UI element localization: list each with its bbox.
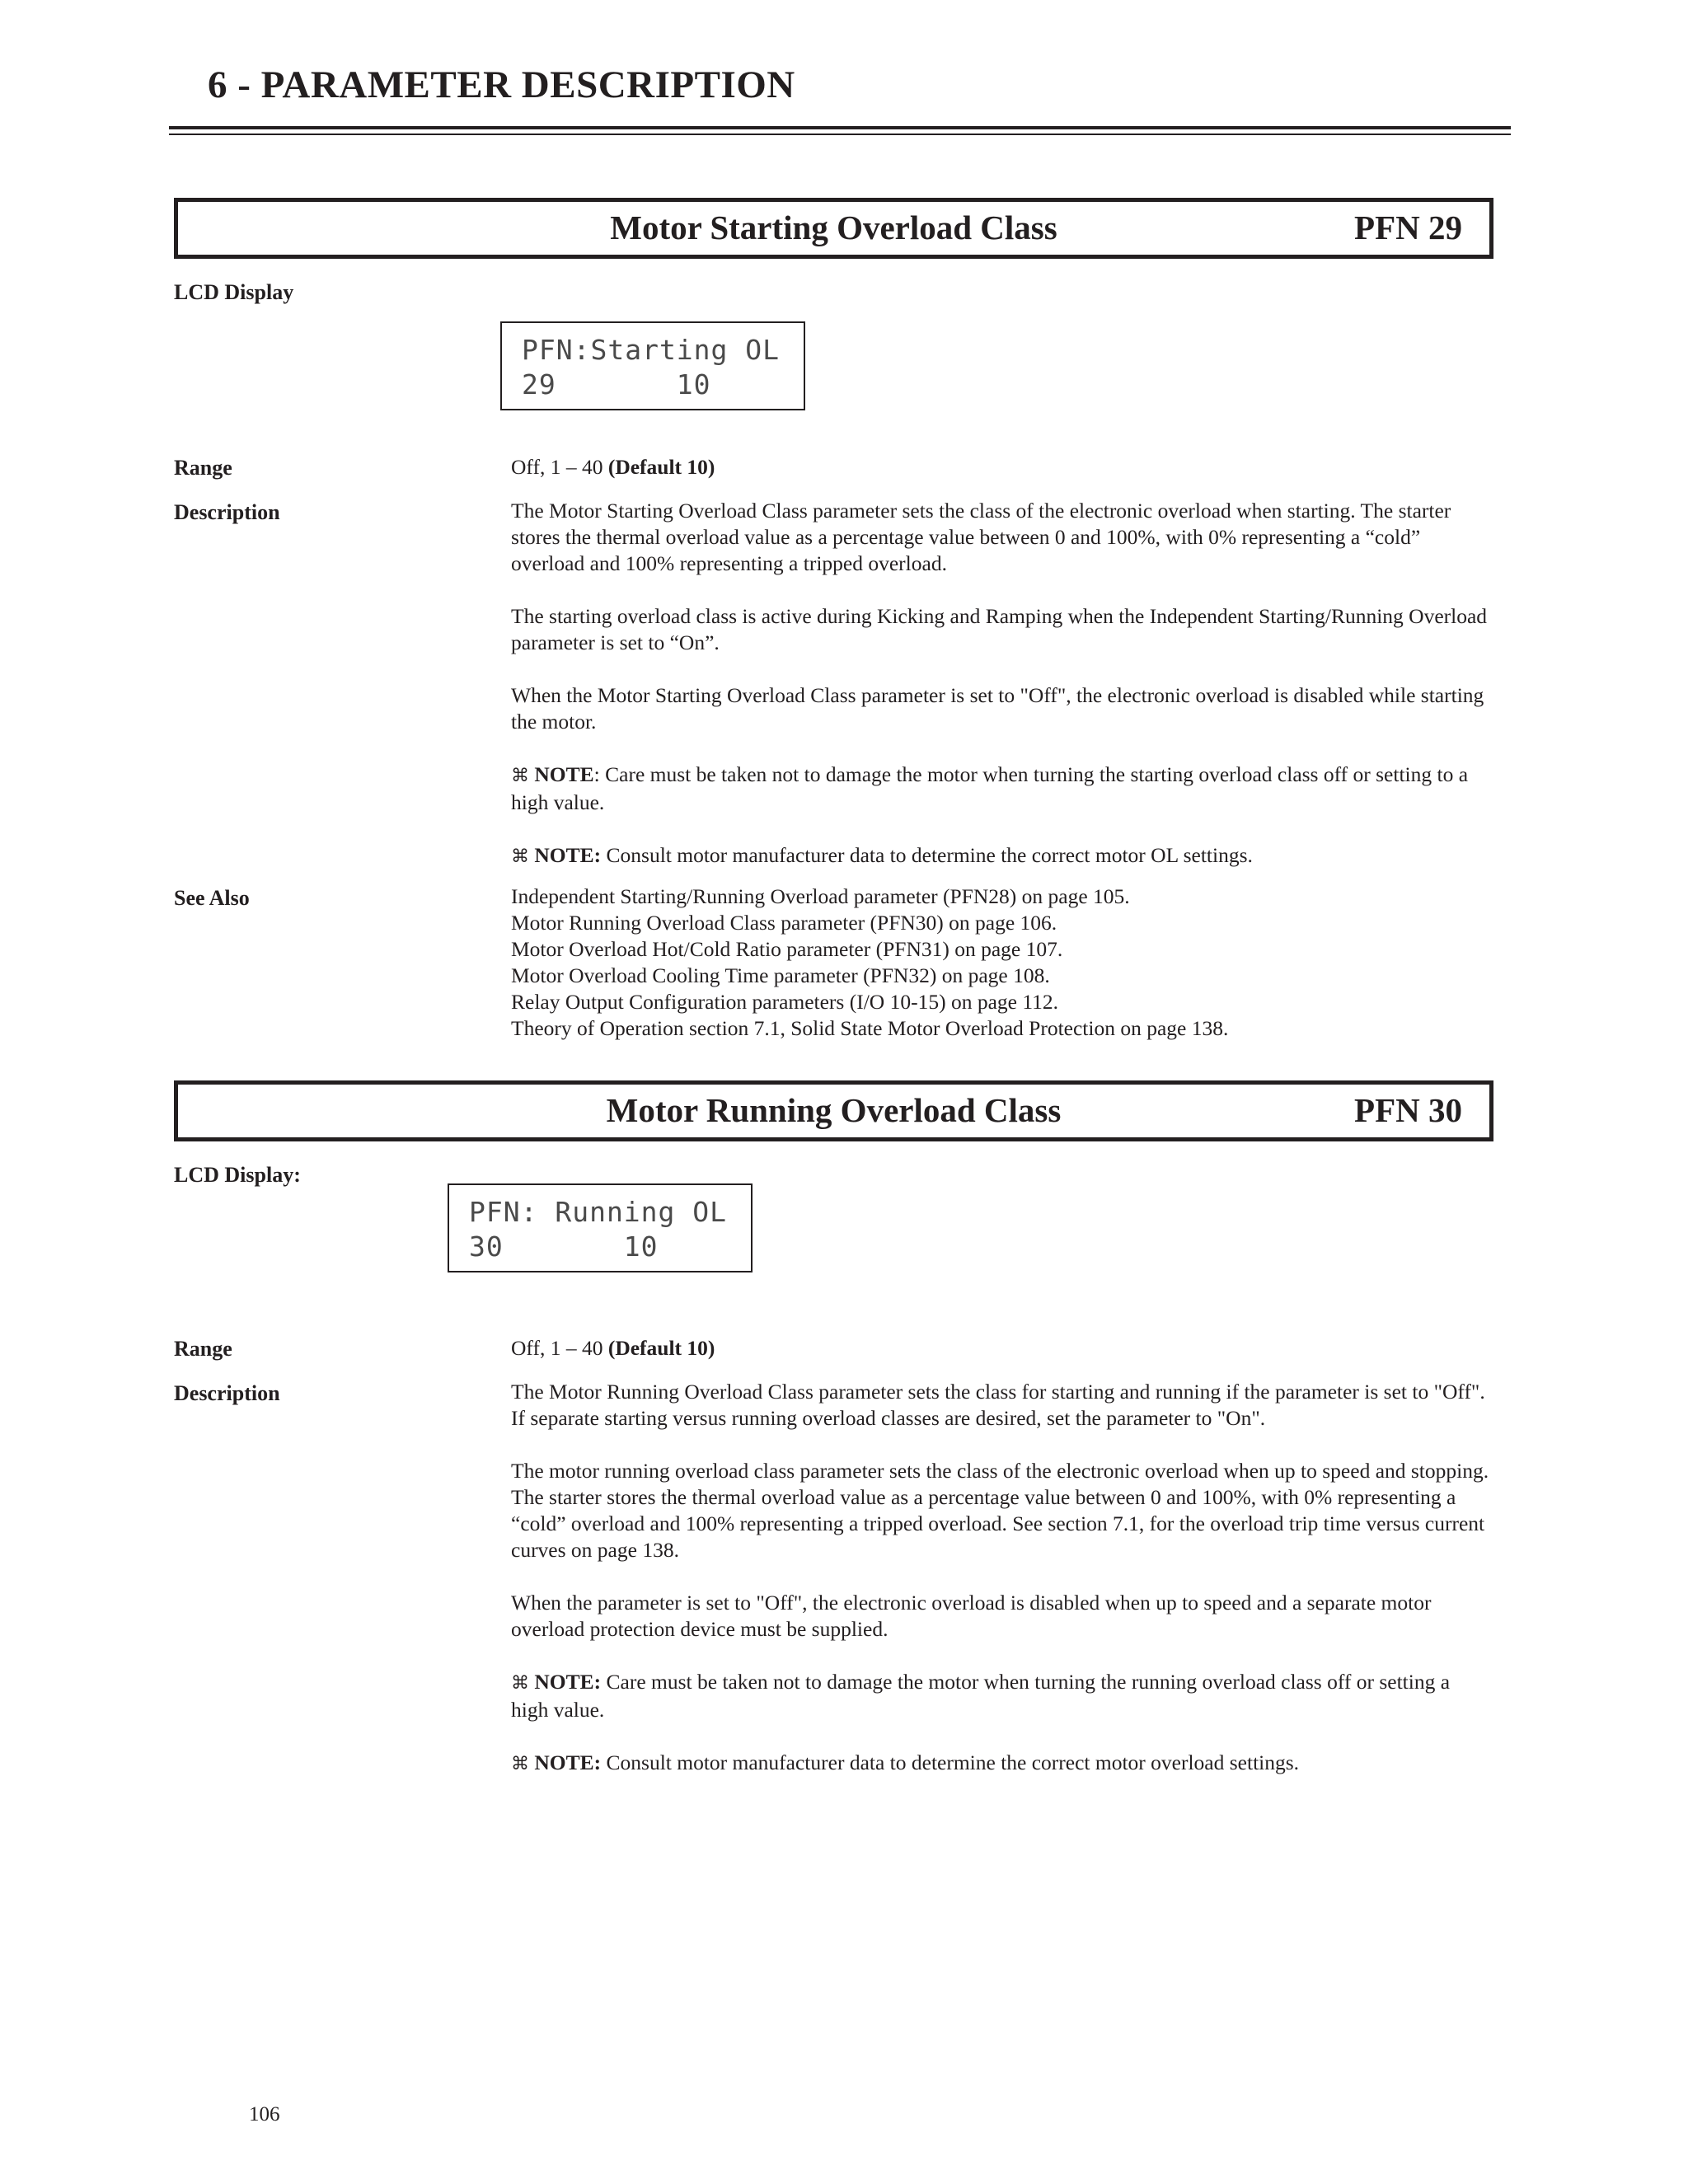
see-also-label: See Also (174, 886, 250, 910)
note-separator: : (593, 762, 600, 786)
see-also-item: Independent Starting/Running Overload parameter (PFN28) on page 105. (511, 884, 1130, 908)
note-text: Consult motor manufacturer data to determine the correct motor OL settings. (601, 843, 1253, 867)
chapter-title: 6 - PARAMETER DESCRIPTION (208, 63, 795, 106)
lcd-display-label: LCD Display (174, 280, 294, 304)
lcd-line-1: PFN:Starting OL (522, 334, 781, 366)
description-label: Description (174, 1381, 280, 1405)
section-header-pfn30 (174, 1080, 1493, 1141)
range-value (511, 454, 1492, 480)
description-paragraph: When the parameter is set to "Off", the electronic overload is disabled when up to speed and a separate motor overload protection device must be supplied. (511, 1591, 1432, 1641)
note-label: NOTE: (534, 843, 602, 867)
range-text: Off, 1 – 40 (511, 455, 608, 479)
page-number: 106 (249, 2103, 280, 2125)
range-value (511, 1335, 1492, 1361)
description-paragraph: When the Motor Starting Overload Class parameter is set to "Off", the electronic overload is disabled while starting the motor. (511, 683, 1484, 733)
see-also-item: Motor Running Overload Class parameter (PFN30) on page 106. (511, 911, 1057, 935)
parameter-code: PFN 29 (1354, 209, 1462, 246)
header-rule-thick (169, 126, 1511, 129)
range-default: (Default 10) (607, 455, 715, 479)
description-label: Description (174, 500, 280, 524)
lcd-display (500, 321, 805, 410)
range-label: Range (174, 456, 232, 480)
note-paragraph (511, 1750, 1492, 1778)
lcd-line-2: 29 10 (522, 368, 711, 401)
note-label: NOTE (534, 762, 594, 786)
description-paragraph: The Motor Starting Overload Class parameter sets the class of the electronic overload when starting. The starter stores the thermal overload value as a percentage value between 0 and 100%, with 0% representing a “cold” overload and 100% representing a tripped overload. (511, 499, 1451, 575)
lcd-line-1: PFN: Running OL (469, 1196, 728, 1228)
see-also-block (511, 883, 1492, 1042)
note-text: Consult motor manufacturer data to determine the correct motor overload settings. (601, 1750, 1300, 1774)
note-paragraph (511, 762, 1492, 816)
note-paragraph (511, 842, 1492, 870)
section-title: Motor Starting Overload Class (610, 209, 1057, 246)
description-paragraph: The starting overload class is active during Kicking and Ramping when the Independent Starting/Running Overload parameter is set to “On”. (511, 604, 1488, 654)
see-also-item: Theory of Operation section 7.1, Solid State Motor Overload Protection on page 138. (511, 1016, 1229, 1040)
lcd-display-label: LCD Display: (174, 1163, 301, 1187)
command-key-icon: ⌘ (511, 766, 529, 786)
command-key-icon: ⌘ (511, 846, 529, 867)
description-body (511, 498, 1492, 870)
see-also-item: Motor Overload Cooling Time parameter (PFN32) on page 108. (511, 963, 1050, 987)
lcd-line-2: 30 10 (469, 1230, 659, 1263)
note-text: Care must be taken not to damage the motor when turning the starting overload class off or setting to a high value. (511, 762, 1469, 814)
note-label: NOTE: (534, 1670, 602, 1694)
see-also-item: Motor Overload Hot/Cold Ratio parameter (PFN31) on page 107. (511, 937, 1063, 961)
range-label: Range (174, 1337, 232, 1361)
see-also-item: Relay Output Configuration parameters (I/O 10-15) on page 112. (511, 990, 1059, 1014)
range-default: (Default 10) (607, 1336, 715, 1360)
description-body (511, 1379, 1492, 1778)
description-paragraph: The Motor Running Overload Class parameter sets the class for starting and running if the parameter is set to "Off". If separate starting versus running overload classes are desired, set the parameter to "On". (511, 1380, 1485, 1430)
parameter-code: PFN 30 (1354, 1091, 1462, 1129)
note-label: NOTE: (534, 1750, 602, 1774)
range-text: Off, 1 – 40 (511, 1336, 608, 1360)
section-title: Motor Running Overload Class (606, 1091, 1062, 1129)
command-key-icon: ⌘ (511, 1754, 529, 1774)
note-paragraph (511, 1669, 1492, 1723)
description-paragraph: The motor running overload class parameter sets the class of the electronic overload when up to speed and stopping. The starter stores the thermal overload value as a percentage value between 0 and 100%, with 0% representing a “cold” overload and 100% representing a tripped overload. See section 7.1, for the overload trip time versus current curves on page 138. (511, 1459, 1489, 1562)
header-rule-thin (169, 134, 1511, 135)
see-also-list (511, 883, 1492, 1042)
note-text: Care must be taken not to damage the motor when turning the running overload class off or setting a high value. (511, 1670, 1451, 1722)
command-key-icon: ⌘ (511, 1673, 529, 1694)
section-header-pfn29 (174, 198, 1493, 259)
lcd-display (448, 1183, 753, 1272)
